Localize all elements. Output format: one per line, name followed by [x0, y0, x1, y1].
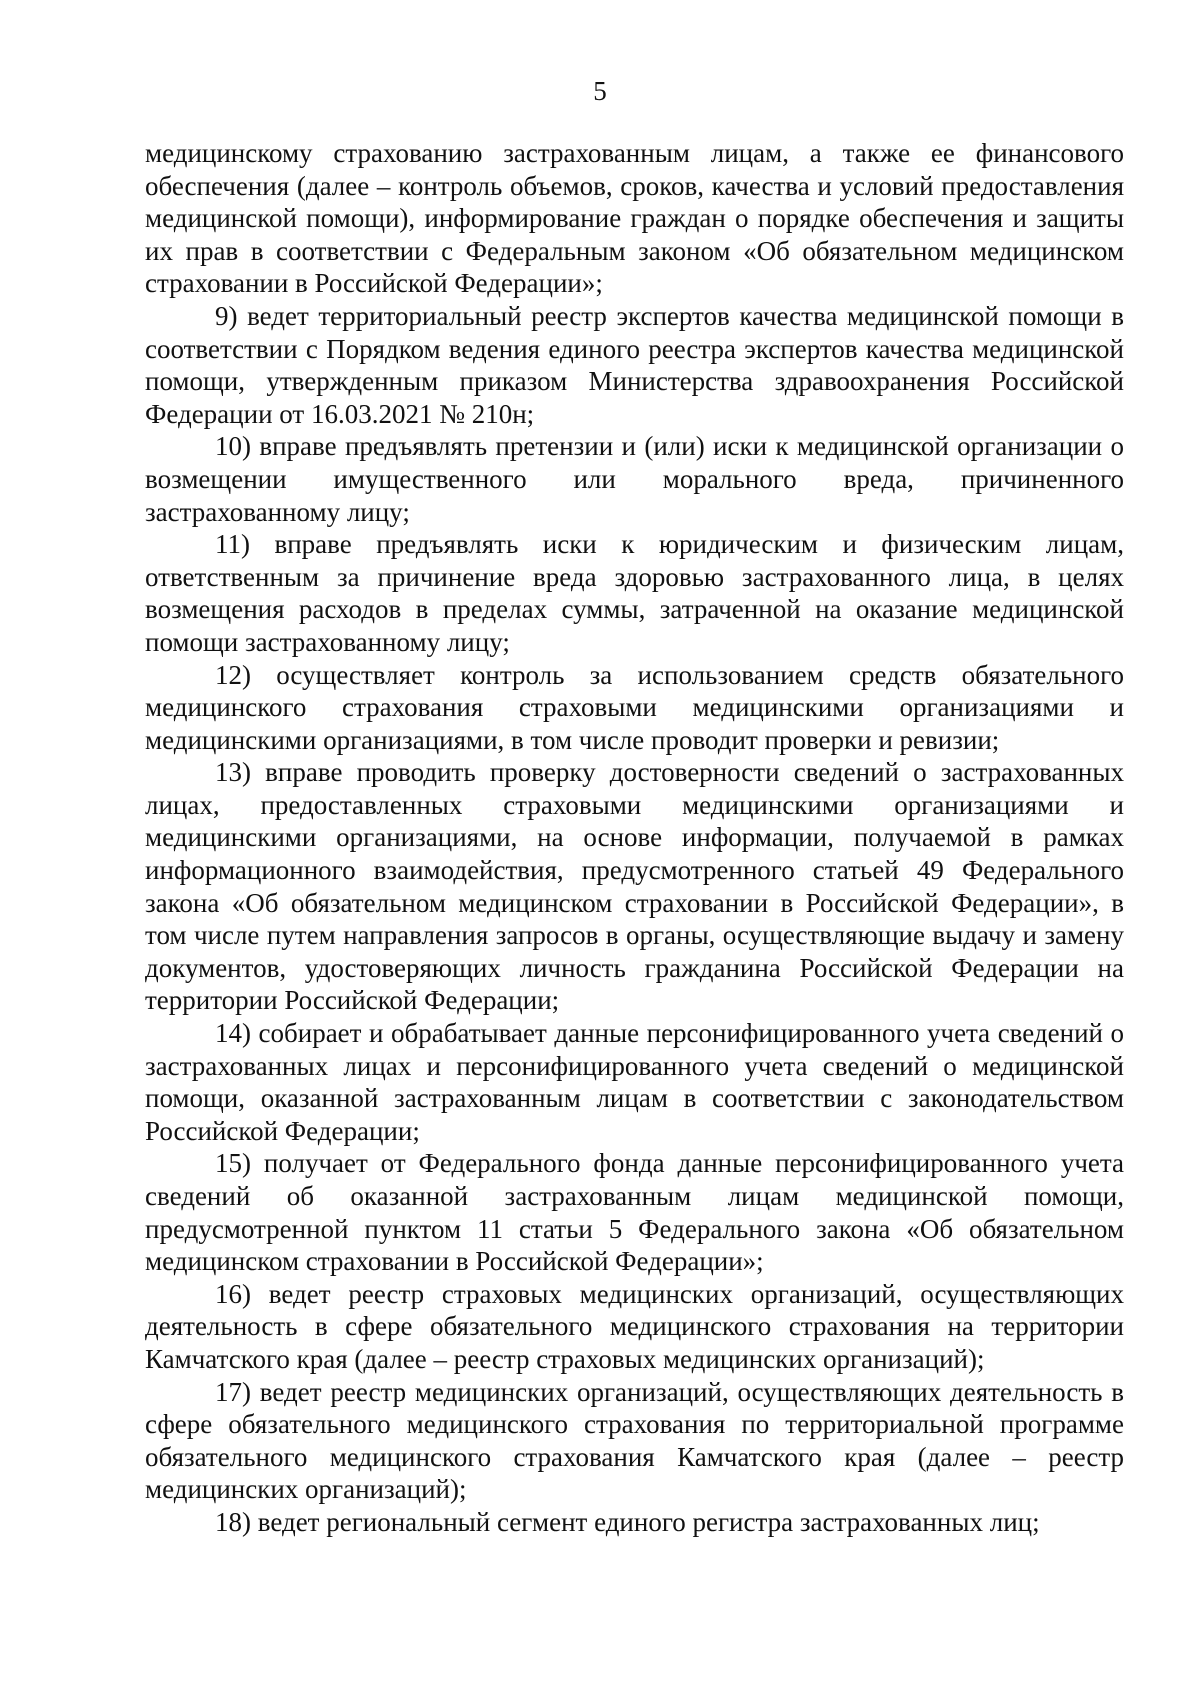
paragraph-item-10: 10) вправе предъявлять претензии и (или) иски к медицинской организации о возмещении имущественного или морального вреда, причиненного застрахованному лицу; [145, 431, 1124, 527]
paragraph-item-18: 18) ведет региональный сегмент единого регистра застрахованных лиц; [215, 1506, 1040, 1537]
paragraph-item-16: 16) ведет реестр страховых медицинских организаций, осуществляющих деятельность в сфере обязательного медицинского страхования на территории Камчатского края (далее – реестр страховых медицинских организаций); [145, 1278, 1124, 1374]
paragraph-item-17: 17) ведет реестр медицинских организаций, осуществляющих деятельность в сфере обязательного медицинского страхования по территориальной программе обязательного медицинского страхования Камчатского края (далее – реестр медицинских организаций); [145, 1376, 1124, 1505]
paragraph-item-15: 15) получает от Федерального фонда данные персонифицированного учета сведений об оказанной застрахованным лицам медицинской помощи, предусмотренной пунктом 11 статьи 5 Федерального закона «Об обязательном медицинском страховании в Российской Федерации»; [145, 1148, 1124, 1277]
paragraph-continuation: медицинскому страхованию застрахованным лицам, а также ее финансового обеспечения (далее – контроль объемов, сроков, качества и условий предоставления медицинской помощи), информирование граждан о порядке обеспечения и защиты их прав в соответствии с Федеральным законом «Об обязательном медицинском страховании в Российской Федерации»; [145, 138, 1124, 299]
page-number: 5 [593, 76, 607, 106]
paragraph-item-9: 9) ведет территориальный реестр экспертов качества медицинской помощи в соответствии с Порядком ведения единого реестра экспертов качества медицинской помощи, утвержденным приказом Министерства здравоохранения Российской Федерации от 16.03.2021 № 210н; [145, 300, 1124, 429]
paragraph-item-11: 11) вправе предъявлять иски к юридическим и физическим лицам, ответственным за причинение вреда здоровью застрахованного лица, в целях возмещения расходов в пределах суммы, затраченной на оказание медицинской помощи застрахованному лицу; [145, 529, 1124, 657]
paragraph-item-14: 14) собирает и обрабатывает данные персонифицированного учета сведений о застрахованных лицах и персонифицированного учета сведений о медицинской помощи, оказанной застрахованным лицам в соответствии с законодательством Российской Федерации; [145, 1018, 1124, 1146]
paragraph-item-13: 13) вправе проводить проверку достоверности сведений о застрахованных лицах, предоставленных страховыми медицинскими организациями и медицинскими организациями, на основе информации, получаемой в рамках информационного взаимодействия, предусмотренного статьей 49 Федерального закона «Об обязательном медицинском страховании в Российской Федерации», в том числе путем направления запросов в органы, осуществляющие выдачу и замену документов, удостоверяющих личность гражданина Российской Федерации на территории Российской Федерации; [145, 757, 1124, 1016]
paragraph-item-12: 12) осуществляет контроль за использованием средств обязательного медицинского страхования страховыми медицинскими организациями и медицинскими организациями, в том числе проводит проверки и ревизии; [145, 659, 1124, 755]
document-body [145, 137, 1124, 1539]
